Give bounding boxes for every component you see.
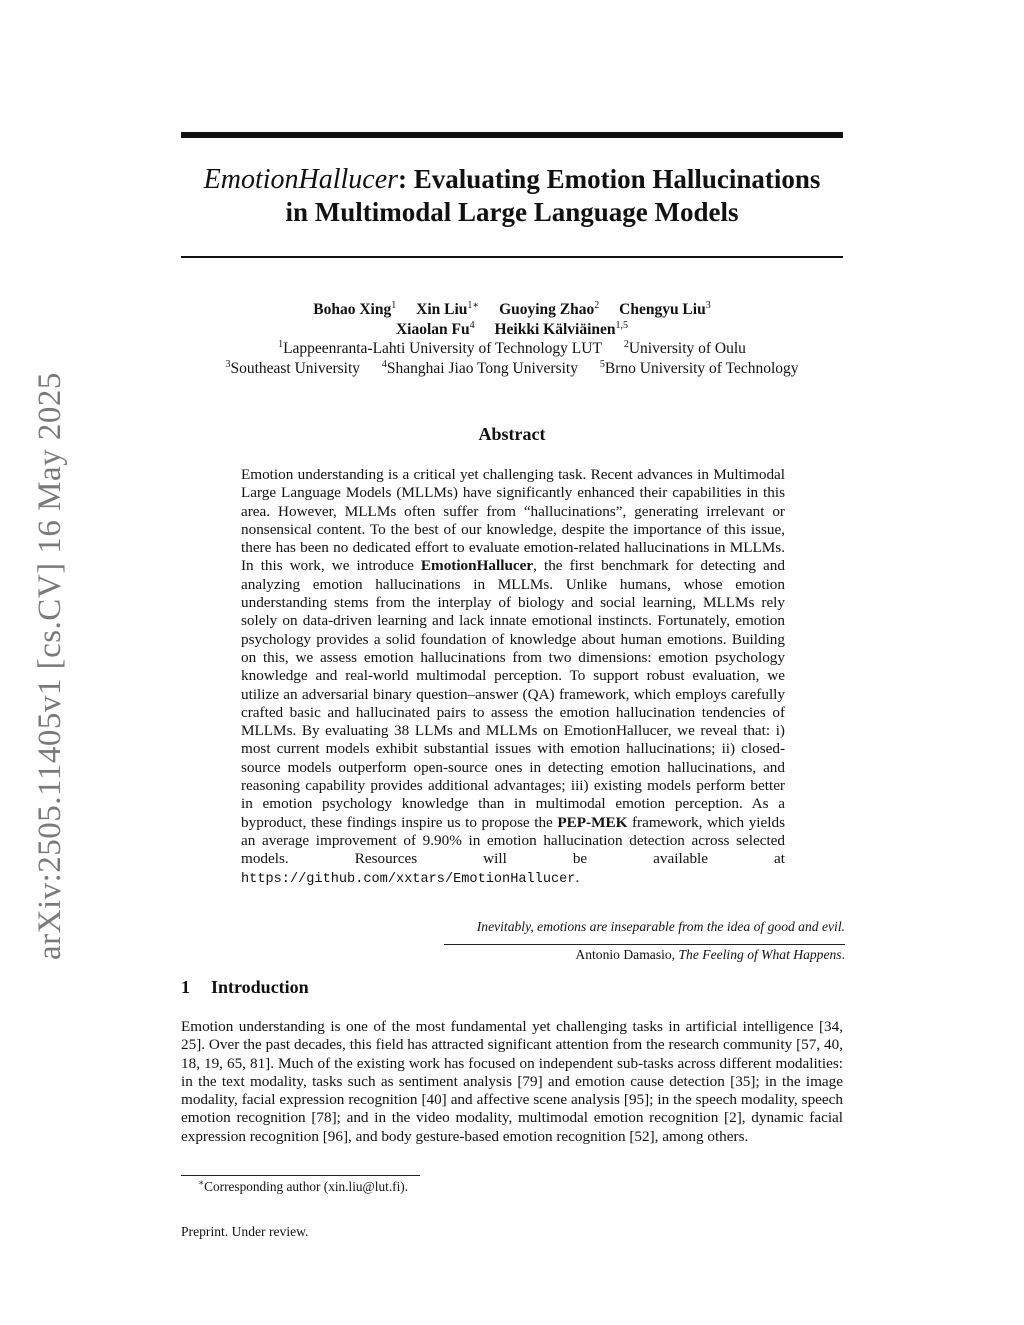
affiliation: Brno University of Technology — [604, 359, 799, 377]
introduction-paragraph: Emotion understanding is one of the most fundamental yet challenging tasks in artificial intelligence [34, 25]. Over the past decades, this field has attracted significant attention from the research community [57, 40, 18, 19, 65, 81]. Much of the existing work has focused on independent sub-tasks across different modalities: in the text modality, tasks such as sentiment analysis [79] and emotion cause detection [35]; in the image modality, facial expression recognition [40] and affective scene analysis [95]; in the speech modality, speech emotion recognition [78]; and in the video modality, multimodal emotion recognition [2], dynamic facial expression recognition [96], and body gesture-based emotion recognition [52], among others. — [181, 1018, 843, 1145]
section-title: Introduction — [211, 977, 309, 997]
epigraph-rule — [444, 944, 845, 945]
author-name: Bohao Xing — [313, 301, 392, 318]
title-top-rule — [181, 132, 843, 138]
epigraph-book: The Feeling of What Happens — [678, 947, 842, 962]
title-line-2: in Multimodal Large Language Models — [285, 197, 739, 227]
resource-link[interactable]: https://github.com/xxtars/EmotionHallucer — [241, 871, 576, 887]
preprint-note: Preprint. Under review. — [181, 1224, 309, 1239]
arxiv-identifier[interactable]: arXiv:2505.11405v1 [cs.CV] 16 May 2025 — [32, 372, 68, 960]
section-number: 1 — [181, 977, 190, 997]
author-name: Heikki Kälviäinen — [494, 320, 616, 338]
abstract-text — [241, 466, 785, 889]
paper-title — [181, 163, 843, 229]
author-affiliation-mark: 1∗ — [467, 299, 480, 311]
affiliation-mark: 4 — [381, 358, 387, 370]
abstract-segment: , the first benchmark for detecting and analyzing emotion hallucinations in MLLMs. Unlike humans, whose emotion understanding stems from the interplay of biology and social learning, MLLMs rely solely on data-driven learning and lack innate emotional instincts. Fortunately, emotion psychology provides a solid foundation of knowledge about human emotions. Building on this, we assess emotion hallucinations from two dimensions: emotion psychology knowledge and real-world multimodal perception. To support robust evaluation, we utilize an adversarial binary question–answer (QA) framework, which employs carefully crafted basic and hallucinated pairs to assess the emotion hallucination tendencies of MLLMs. By evaluating 38 LLMs and MLLMs on EmotionHallucer, we reveal that: i) most current models exhibit substantial issues with emotion hallucinations; ii) closed-source models outperform open-source ones in detecting emotion hallucinations, and reasoning capability provides additional advantages; iii) existing models perform better in emotion psychology knowledge than in multimodal emotion perception. As a byproduct, these findings inspire us to propose the — [241, 557, 785, 831]
footnote-rule — [181, 1175, 420, 1176]
affiliation-row-1 — [181, 339, 843, 359]
author-name: Chengyu Liu — [619, 301, 706, 318]
abstract-segment: . — [575, 868, 580, 886]
author-affiliation-mark: 1 — [391, 299, 397, 311]
author-name: Xin Liu — [416, 301, 468, 318]
author-name: Xiaolan Fu — [395, 320, 470, 338]
affiliation-mark: 1 — [278, 338, 284, 350]
epigraph-end: . — [841, 947, 845, 962]
abstract-segment: framework, which yields an average improvement of 9.90% in emotion hallucination detection across selected models. Resources will be available at — [241, 813, 785, 868]
footnote-text: Corresponding author (xin.liu@lut.fi). — [204, 1179, 409, 1194]
epigraph-quote: Inevitably, emotions are inseparable from the idea of good and evil. — [476, 919, 845, 934]
framework-name-bold: PEP-MEK — [557, 813, 628, 831]
epigraph-attribution — [440, 946, 845, 964]
epigraph-author: Antonio Damasio, — [575, 947, 679, 962]
author-block — [181, 300, 843, 378]
affiliation: Shanghai Jiao Tong University — [386, 359, 578, 377]
author-affiliation-mark: 2 — [594, 299, 600, 311]
abstract-segment: Emotion understanding is a critical yet challenging task. Recent advances in Multimodal Large Language Models (MLLMs) have significantly enhanced their capabilities in this area. However, MLLMs often suffer from “hallucinations”, generating irrelevant or nonsensical content. To the best of our knowledge, despite the importance of this issue, there has been no dedicated effort to evaluate emotion-related hallucinations in MLLMs. In this work, we introduce — [241, 466, 785, 575]
affiliation: Lappeenranta-Lahti University of Technology LUT — [283, 340, 602, 357]
affiliation-mark: 5 — [599, 358, 605, 370]
author-affiliation-mark: 3 — [705, 299, 711, 311]
footnote — [198, 1178, 408, 1195]
title-line-1: : Evaluating Emotion Hallucinations — [398, 164, 821, 194]
footnote-mark: ∗ — [198, 1177, 205, 1188]
affiliation: Southeast University — [230, 359, 361, 377]
affiliation-mark: 2 — [623, 338, 629, 350]
benchmark-name: EmotionHallucer — [203, 164, 399, 195]
author-row-1 — [181, 300, 843, 320]
abstract-heading: Abstract — [478, 424, 546, 444]
author-affiliation-mark: 4 — [469, 319, 475, 331]
affiliation-mark: 3 — [225, 358, 231, 370]
author-name: Guoying Zhao — [499, 301, 595, 318]
section-heading — [181, 977, 309, 998]
author-row-2 — [181, 320, 843, 340]
author-affiliation-mark: 1,5 — [615, 319, 629, 331]
title-bottom-rule — [181, 256, 843, 258]
affiliation-row-2 — [181, 359, 843, 379]
affiliation: University of Oulu — [628, 340, 746, 357]
benchmark-name-bold: EmotionHallucer — [420, 557, 534, 575]
